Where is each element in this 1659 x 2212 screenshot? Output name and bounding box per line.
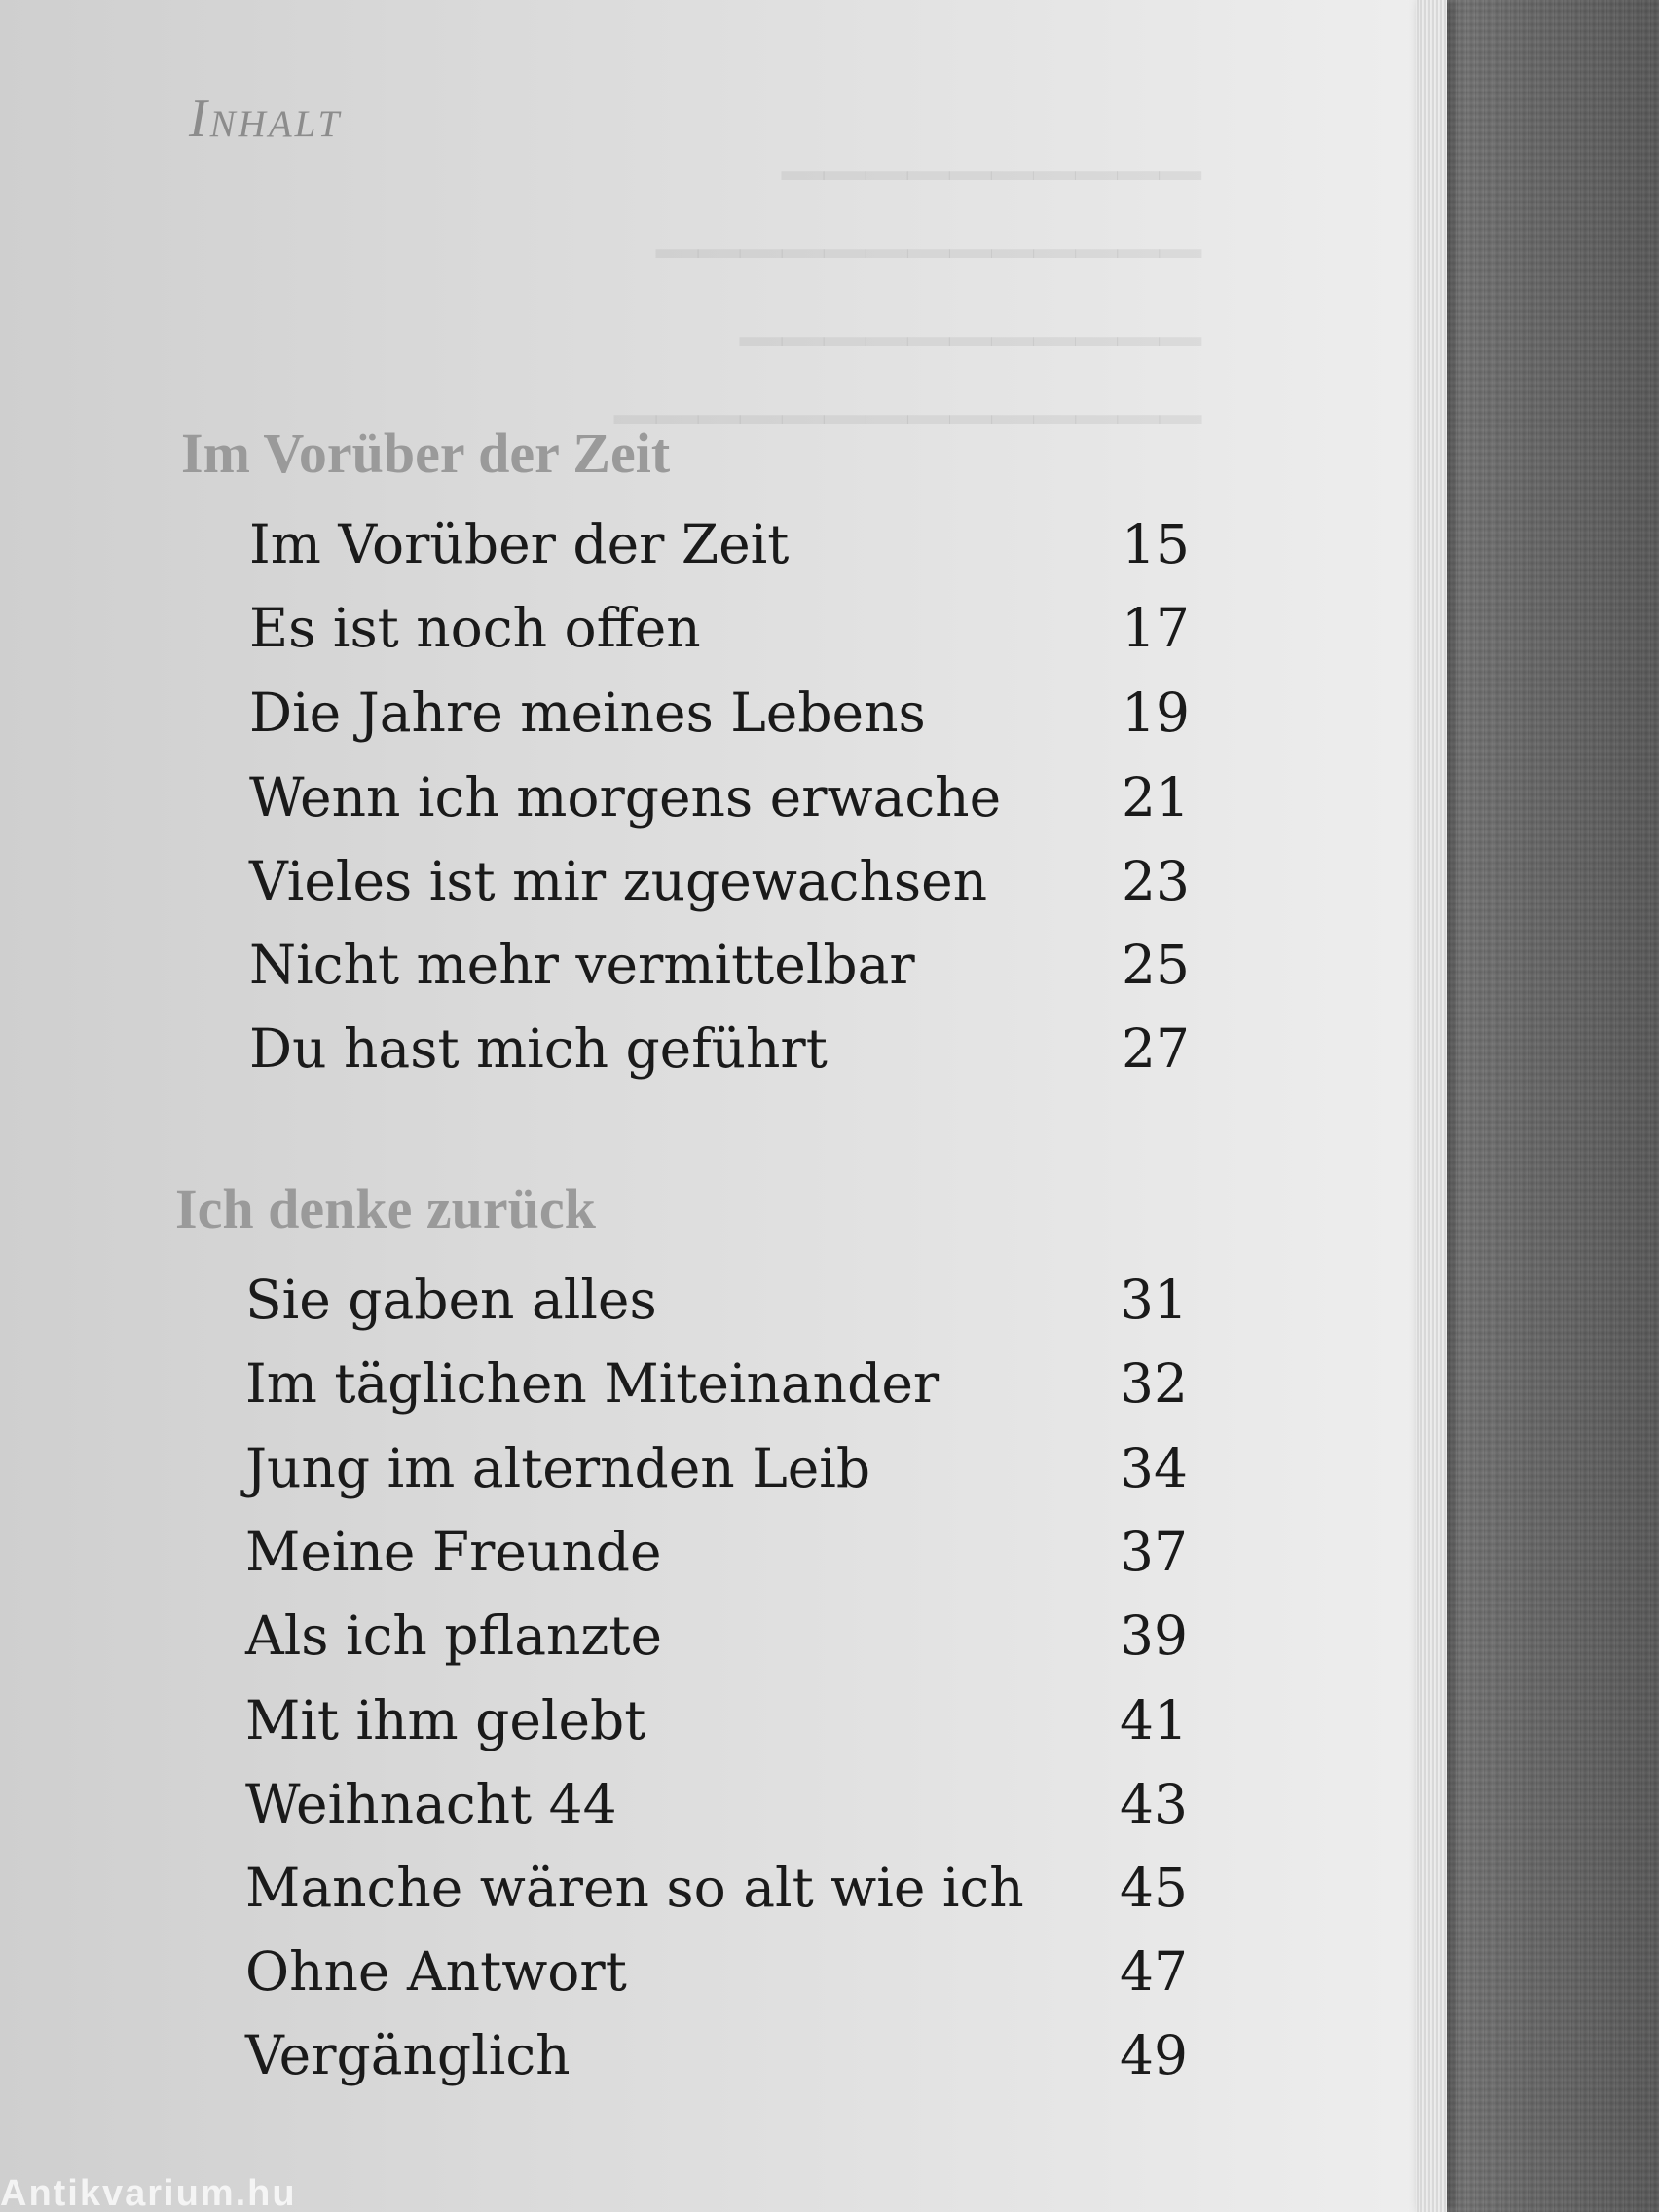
- toc-entry: [0, 1007, 1439, 1090]
- entry-title: Es ist noch offen: [249, 597, 701, 659]
- toc-entry: [0, 1930, 1439, 2013]
- bleed-through-line: ▁▁▁▁▁▁▁▁▁▁▁: [740, 282, 1201, 346]
- toc-entry: [0, 671, 1439, 755]
- section-title: Ich denke zurück: [175, 1177, 596, 1240]
- entry-title: Die Jahre meines Lebens: [249, 682, 926, 744]
- entry-title: Weihnacht 44: [245, 1773, 617, 1835]
- toc-entry: [0, 1846, 1439, 1930]
- section-title: Im Vorüber der Zeit: [181, 422, 671, 485]
- entry-title: Im Vorüber der Zeit: [249, 513, 790, 575]
- entry-page-number: 15: [1122, 513, 1190, 575]
- entry-page-number: 37: [1120, 1521, 1188, 1583]
- entry-page-number: 43: [1120, 1773, 1188, 1835]
- entry-title: Vieles ist mir zugewachsen: [249, 850, 988, 912]
- entry-title: Im täglichen Miteinander: [245, 1352, 940, 1415]
- entry-title: Vergänglich: [245, 2024, 571, 2086]
- toc-entry: [0, 1678, 1439, 1762]
- toc-entry: [0, 1426, 1439, 1510]
- entry-page-number: 23: [1122, 850, 1190, 912]
- entry-page-number: 19: [1122, 682, 1190, 744]
- entry-title: Jung im alternden Leib: [245, 1437, 871, 1499]
- entry-page-number: 41: [1120, 1689, 1188, 1751]
- entry-title: Ohne Antwort: [245, 1940, 627, 2003]
- entry-title: Mit ihm gelebt: [245, 1689, 646, 1751]
- entry-page-number: 47: [1120, 1940, 1188, 2003]
- toc-entry: [0, 923, 1439, 1007]
- entry-page-number: 34: [1120, 1437, 1188, 1499]
- toc-entry: [0, 1258, 1439, 1342]
- entry-page-number: 45: [1120, 1857, 1188, 1919]
- entry-page-number: 27: [1122, 1017, 1190, 1080]
- entry-title: Wenn ich morgens erwache: [249, 766, 1002, 829]
- entry-page-number: 31: [1120, 1269, 1188, 1331]
- toc-entry: [0, 586, 1439, 670]
- toc-entry: [0, 839, 1439, 923]
- toc-entry: [0, 1594, 1439, 1677]
- entry-title: Sie gaben alles: [245, 1269, 657, 1331]
- entry-title: Du hast mich geführt: [249, 1017, 828, 1080]
- entry-title: Manche wären so alt wie ich: [245, 1857, 1024, 1919]
- entry-title: Meine Freunde: [245, 1521, 662, 1583]
- entry-page-number: 17: [1122, 597, 1190, 659]
- bleed-through-line: ▁▁▁▁▁▁▁▁▁▁▁▁▁: [656, 195, 1201, 258]
- toc-entry: [0, 2013, 1439, 2097]
- toc-entry: [0, 502, 1439, 586]
- toc-entry: [0, 756, 1439, 839]
- entry-page-number: 39: [1120, 1604, 1188, 1667]
- background-surface: [1431, 0, 1659, 2212]
- bleed-through-line: ▁▁▁▁▁▁▁▁▁▁: [782, 117, 1201, 180]
- toc-heading: Inhalt: [189, 89, 343, 149]
- entry-page-number: 21: [1122, 766, 1190, 829]
- bleed-through-line: ▁▁▁▁▁▁▁▁▁▁▁▁▁▁: [614, 360, 1201, 424]
- entry-page-number: 32: [1120, 1352, 1188, 1415]
- entry-page-number: 25: [1122, 934, 1190, 996]
- entry-page-number: 49: [1120, 2024, 1188, 2086]
- toc-entry: [0, 1762, 1439, 1846]
- watermark: Antikvarium.hu: [0, 2173, 297, 2212]
- entry-title: Als ich pflanzte: [245, 1604, 663, 1667]
- toc-entry: [0, 1342, 1439, 1425]
- entry-title: Nicht mehr vermittelbar: [249, 934, 915, 996]
- toc-entry: [0, 1510, 1439, 1594]
